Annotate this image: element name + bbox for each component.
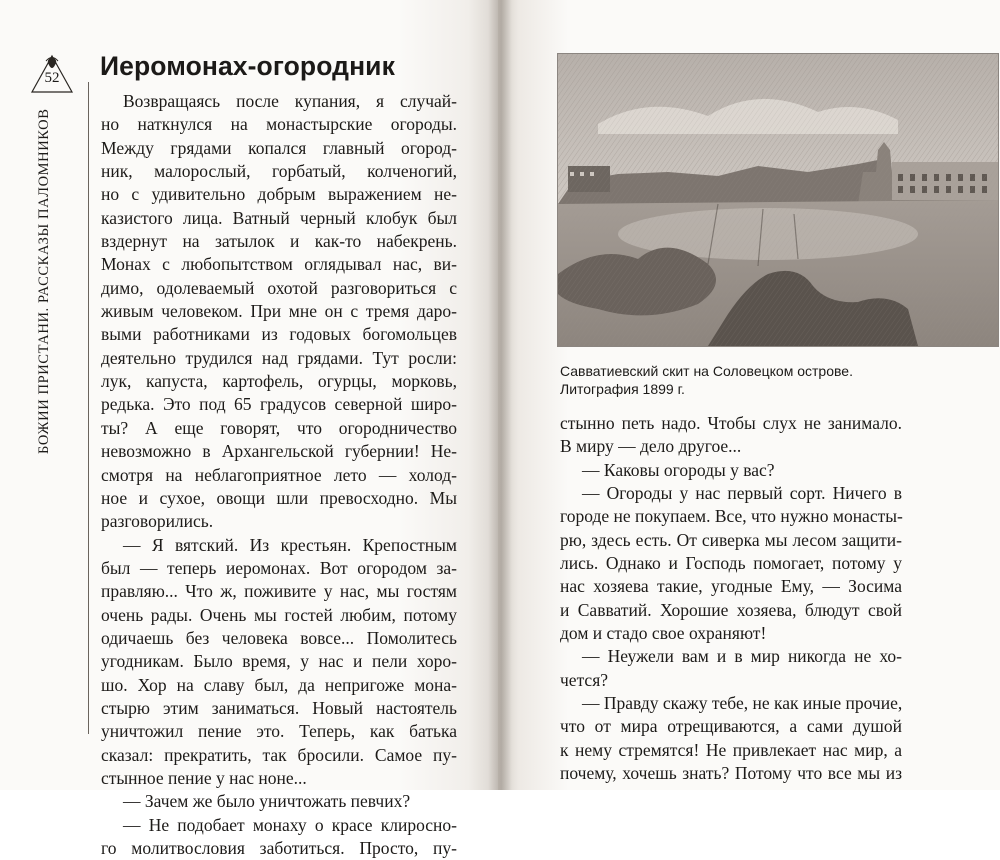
text-line: был — теперь иеромонах. Вот огородом за- [101,557,457,578]
text-line: угодникам. Было время, у нас и пели хоро- [101,651,457,672]
left-page [0,0,498,858]
text-line: деятельно трудился над грядами. Тут росли: [101,347,457,368]
text-line: стынно петь надо. Чтобы слух не занимало. [560,413,902,433]
right-body-text [560,412,902,786]
page-number: 52 [44,70,60,86]
book-gutter [488,0,512,790]
text-line: лись. Однако и Господь помогает, потому у [560,553,902,574]
chapter-title: Иеромонах-огородник [100,51,395,81]
text-line: лук, капуста, картофель, огурцы, морковь, [101,371,457,392]
text-line: казистого лица. Ватный черный клобук был [101,207,457,228]
text-line: разговорились. [101,511,214,532]
text-line: рю, здесь есть. От сиверка мы лесом защити- [560,529,902,550]
text-line: невозможно в Архангельской губернии! Не- [101,441,457,462]
text-line: ник, малорослый, горбатый, колченогий, [101,161,457,182]
text-line: смотря на неблагоприятное лето — холод- [101,464,457,485]
text-line: и Савватий. Хорошие хозяева, блюдут свой [560,599,902,620]
text-line: правляю... Что ж, поживите у нас, мы гостям [101,581,457,602]
text-line: редька. Это под 65 градусов северной широ- [101,394,457,415]
text-line: но с удивительно добрым выражением не- [101,184,457,205]
text-line: сказал: прекратить, так бросили. Самое пу- [101,744,457,765]
text-line: нас хозяева такие, угодные Ему, — Зосима [560,576,902,597]
text-line: — Каковы огороды у вас? [582,459,775,480]
lithograph-image [558,54,998,346]
text-line: Между грядами копался главный огород- [101,137,457,158]
text-line: го молитвословия заботиться. Просто, пу- [101,838,457,858]
text-line: — Неужели вам и в мир никогда не хо- [582,646,902,667]
caption-line: Литография 1899 г. [560,381,685,397]
caption-line: Савватиевский скит на Соловецком острове. [560,363,853,379]
text-line: уничтожил пение это. Теперь, как батька [101,721,457,742]
text-line: стырю этим заниматься. Новый настоятель [101,697,457,718]
text-line: одичаешь без человека вовсе... Помолитесь [101,627,457,648]
margin-rule [88,82,89,734]
text-line: шо. Хор на славу был, да непригоже мона- [101,674,457,695]
text-line: — Не подобает монаху о красе клиросно- [123,814,457,835]
text-line: выми работниками из годовых богомольцев [101,324,457,345]
text-line: почему, хочешь знать? Потому что все мы из [560,763,902,784]
text-line: димо, одолеваемый охотой разговориться с [101,277,457,298]
text-line: вздернут на затылок и как-то набекрень. [101,231,457,252]
text-line: Возвращаясь после купания, я случай- [123,91,457,111]
text-line: В миру — дело другое... [560,436,742,457]
text-line: чется? [560,669,609,690]
left-body-text [101,90,457,860]
text-line: дом и стадо свое охраняют! [560,623,767,644]
text-line: стынное пение у нас ноне... [101,767,307,788]
running-head: БОЖИИ ПРИСТАНИ. РАССКАЗЫ ПАЛОМНИКОВ [36,108,52,454]
text-line: — Огороды у нас первый сорт. Ничего в [582,483,902,504]
text-line: что от мира отрещиваются, а сами душой [560,716,902,737]
figure-caption [560,362,900,398]
text-line: очень рады. Очень мы гостей любим, потому [101,604,457,625]
text-line: — Правду скажу тебе, не как иные прочие, [582,693,903,714]
text-line: Монах с любопытством оглядывал нас, ви- [101,254,457,275]
lithograph-illustration [557,53,999,347]
text-line: — Я вятский. Из крестьян. Крепостным [123,534,457,555]
text-line: к нему стремятся! Не привлекает нас мир, а [560,739,902,760]
text-line: ты? А еще говорят, что огородничество [101,417,457,438]
text-line: — Зачем же было уничтожать певчих? [123,791,411,812]
text-line: ное и сухое, овощи шли превосходно. Мы [101,487,457,508]
text-line: городе не покупаем. Все, что нужно монасты- [560,506,903,527]
text-line: живым человеком. При мне он с тремя даро- [101,301,457,322]
text-line: но наткнулся на монастырские огороды. [101,114,457,135]
